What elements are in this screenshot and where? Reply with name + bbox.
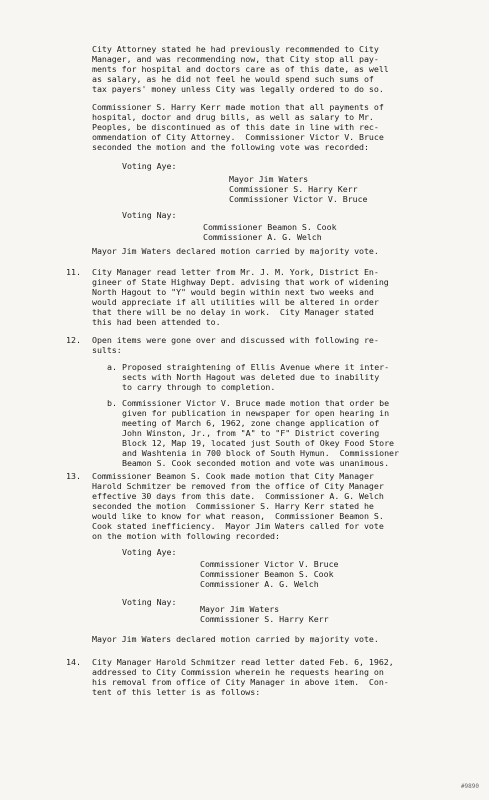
text-line: meeting of March 6, 1962, zone change application of (122, 418, 380, 428)
text-line: tax payers' money unless City was legally ordered to do so. (92, 84, 384, 94)
text-line: to carry through to completion. (122, 382, 276, 392)
text-line: on the motion with following recorded: (92, 531, 280, 541)
text-line: Commissioner Victor V. Bruce (200, 559, 339, 569)
text-line: Commissioner A. G. Welch (203, 232, 322, 242)
text-line: Cook stated inefficiency. Mayor Jim Waters called for vote (92, 521, 384, 531)
text-line: Harold Schmitzer be removed from the office of City Manager (92, 481, 384, 491)
page-stamp: #9890 (460, 783, 479, 790)
text-line: Mayor Jim Waters (200, 604, 280, 614)
text-line: Commissioner Beamon S. Cook (203, 222, 337, 232)
text-line: Peoples, be discontinued as of this date in line with rec- (92, 122, 379, 132)
item-number: b. (107, 398, 117, 408)
text-line: Voting Nay: (122, 210, 177, 220)
text-line: Commissioner S. Harry Kerr (200, 614, 329, 624)
text-line: Proposed straightening of Ellis Avenue where it inter- (122, 362, 390, 372)
text-line: Manager, and was recommending now, that City stop all pay- (92, 54, 379, 64)
text-line: seconded the motion Commissioner S. Harry Kerr stated he (92, 501, 374, 511)
text-line: Commissioner Victor V. Bruce made motion that order be (122, 398, 390, 408)
text-line: Beamon S. Cook seconded motion and vote was unanimous. (122, 458, 390, 468)
text-line: City Manager read letter from Mr. J. M. York, District En- (92, 267, 379, 277)
text-line: Commissioner S. Harry Kerr (229, 184, 358, 194)
text-line: Open items were gone over and discussed with following re- (92, 335, 379, 345)
item-number: 12. (66, 335, 81, 345)
text-line: his removal from office of City Manager in above item. Con- (92, 677, 389, 687)
text-line: Mayor Jim Waters (229, 174, 309, 184)
text-line: as salary, as he did not feel he would spend such sums of (92, 74, 374, 84)
text-line: ommendation of City Attorney. Commissioner Victor V. Bruce (92, 132, 384, 142)
item-number: 13. (66, 471, 81, 481)
text-line: sults: (92, 345, 122, 355)
text-line: sects with North Hagout was deleted due to inability (122, 372, 380, 382)
text-line: Mayor Jim Waters declared motion carried by majority vote. (92, 246, 379, 256)
text-line: Commissioner Beamon S. Cook (200, 569, 334, 579)
text-line: Block 12, Map 19, located just South of Okey Food Store (122, 438, 394, 448)
item-number: 11. (66, 267, 81, 277)
text-line: Commissioner A. G. Welch (200, 579, 319, 589)
item-number: a. (107, 362, 117, 372)
text-line: and Washtenia in 700 block of South Hymun. Commissioner (122, 448, 399, 458)
text-line: addressed to City Commission wherein he requests hearing on (92, 667, 384, 677)
text-line: effective 30 days from this date. Commissioner A. G. Welch (92, 491, 384, 501)
text-line: would like to know for what reason, Commissioner Beamon S. (92, 511, 384, 521)
text-line: North Hagout to "Y" would begin within next two weeks and (92, 287, 374, 297)
text-line: Voting Nay: (122, 597, 177, 607)
text-line: ments for hospital and doctors care as of this date, as well (92, 64, 389, 74)
text-line: Voting Aye: (122, 161, 177, 171)
item-number: 14. (66, 657, 81, 667)
text-line: would appreciate if all utilities will be altered in order (92, 297, 379, 307)
text-line: that there will be no delay in work. City Manager stated (92, 307, 374, 317)
text-line: John Winston, Jr., from "A" to "F" District covering (122, 428, 380, 438)
text-line: tent of this letter is as follows: (92, 687, 261, 697)
text-line: City Manager Harold Schmitzer read letter dated Feb. 6, 1962, (92, 657, 394, 667)
text-line: this had been attended to. (92, 317, 221, 327)
text-line: Mayor Jim Waters declared motion carried by majority vote. (92, 634, 379, 644)
text-line: hospital, doctor and drug bills, as well as salary to Mr. (92, 112, 374, 122)
text-line: given for publication in newspaper for open hearing in (122, 408, 390, 418)
text-line: Commissioner Victor V. Bruce (229, 194, 368, 204)
text-line: Commissioner S. Harry Kerr made motion that all payments of (92, 102, 384, 112)
text-line: Commissioner Beamon S. Cook made motion that City Manager (92, 471, 374, 481)
text-line: Voting Aye: (122, 547, 177, 557)
text-line: gineer of State Highway Dept. advising that work of widening (92, 277, 389, 287)
text-line: City Attorney stated he had previously recommended to City (92, 44, 379, 54)
text-line: seconded the motion and the following vote was recorded: (92, 142, 369, 152)
